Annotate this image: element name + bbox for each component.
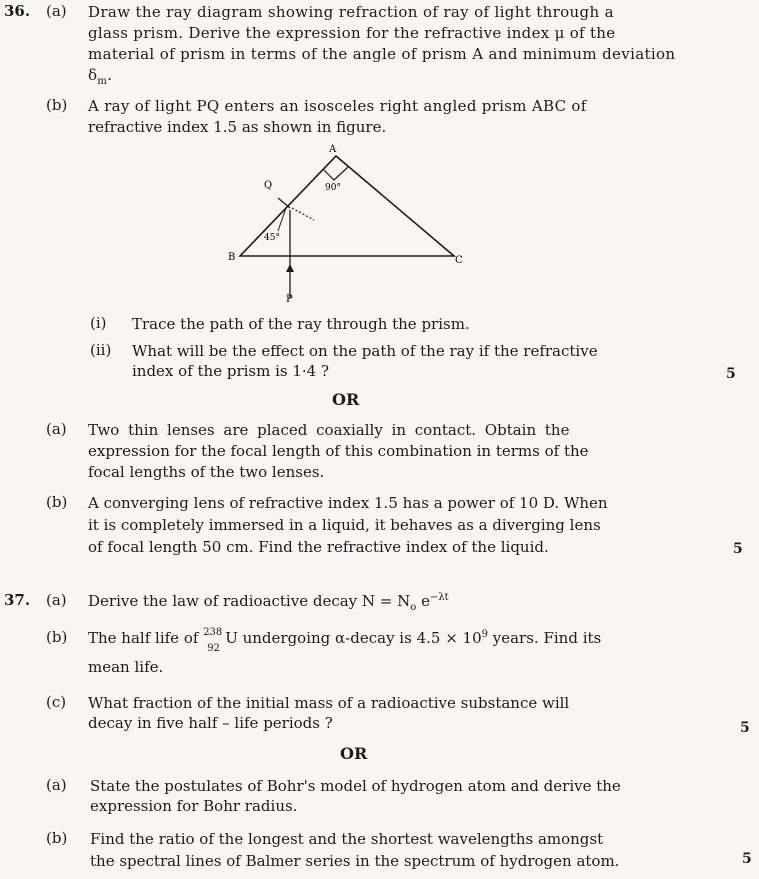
q36-b-i-label: (i) (90, 314, 107, 332)
q36-alt-a-label: (a) (46, 420, 67, 438)
q37-marks-1: 5 (740, 720, 750, 736)
q36-b-ii-line1: What will be the effect on the path of the ray if the refractive (132, 342, 598, 360)
q37-alt-b-label: (b) (46, 829, 68, 847)
angle-90-label: 90° (325, 183, 341, 193)
question-37-number: 37. (4, 591, 31, 609)
point-q-label: Q (264, 180, 273, 191)
point-p-label: P (286, 294, 293, 305)
q37-c-label: (c) (46, 693, 67, 711)
q37-or: OR (340, 744, 368, 763)
q36-a-label: (a) (46, 2, 67, 20)
q37-alt-b-line2: the spectral lines of Balmer series in the spectrum of hydrogen atom. (90, 852, 620, 870)
q36-alt-a-line1: Two thin lenses are placed coaxially in contact. Obtain the (88, 421, 570, 439)
q36-a-line1: Draw the ray diagram showing refraction of ray of light through a (88, 3, 614, 21)
right-angle-mark (323, 167, 348, 180)
q36-a-line2: glass prism. Derive the expression for the refractive index μ of the (88, 24, 616, 42)
q36-alt-b-line2: it is completely immersed in a liquid, it behaves as a diverging lens (88, 516, 601, 534)
q36-b-line1: A ray of light PQ enters an isosceles right angled prism ABC of (88, 97, 587, 115)
vertex-a-label: A (329, 144, 337, 155)
q36-b-line2: refractive index 1.5 as shown in figure. (88, 118, 387, 136)
q37-marks-2: 5 (742, 851, 752, 867)
q37-b-label: (b) (46, 628, 68, 646)
question-36-number: 36. (4, 2, 31, 20)
q37-alt-b-line1: Find the ratio of the longest and the shortest wavelengths amongst (90, 830, 604, 848)
q37-b-line1: The half life of 238 92 U undergoing α-decay is $4.5 \times 10^9$ years. Find its (88, 627, 602, 654)
q36-alt-b-line3: of focal length 50 cm. Find the refractive index of the liquid. (88, 538, 549, 556)
q37-alt-a-label: (a) (46, 776, 67, 794)
q36-alt-a-line3: focal lengths of the two lenses. (88, 463, 325, 481)
q36-marks-1: 5 (726, 366, 736, 382)
q36-alt-b-label: (b) (46, 493, 68, 511)
q37-alt-a-line2: expression for Bohr radius. (90, 797, 298, 815)
q36-alt-b-line1: A converging lens of refractive index 1.5 has a power of 10 D. When (88, 494, 608, 512)
q37-b-line2: mean life. (88, 658, 164, 676)
q36-alt-a-line2: expression for the focal length of this combination in terms of the (88, 442, 589, 460)
q37-a-text: Derive the law of radioactive decay $N = N_o$ $e^{-\lambda t}$ (88, 592, 449, 613)
q36-b-ii-label: (ii) (90, 341, 112, 359)
q36-marks-2: 5 (733, 541, 743, 557)
q37-c-line2: decay in five half – life periods ? (88, 714, 333, 732)
q36-b-ii-line2: index of the prism is 1·4 ? (132, 362, 330, 380)
vertex-c-label: C (455, 255, 463, 266)
q37-c-line1: What fraction of the initial mass of a radioactive substance will (88, 694, 570, 712)
angle-45-label: 45° (264, 233, 280, 243)
q36-a-line3: material of prism in terms of the angle of prism A and minimum deviation $\delta_m$. (88, 45, 676, 87)
vertex-b-label: B (228, 252, 236, 263)
isotope-notation: 238 92 (203, 627, 223, 654)
q36-b-i-text: Trace the path of the ray through the prism. (132, 315, 470, 333)
q37-alt-a-line1: State the postulates of Bohr's model of hydrogen atom and derive the (90, 777, 621, 795)
q36-or: OR (332, 390, 360, 409)
q37-a-label: (a) (46, 591, 67, 609)
prism-figure (220, 138, 470, 308)
q36-b-label: (b) (46, 96, 68, 114)
